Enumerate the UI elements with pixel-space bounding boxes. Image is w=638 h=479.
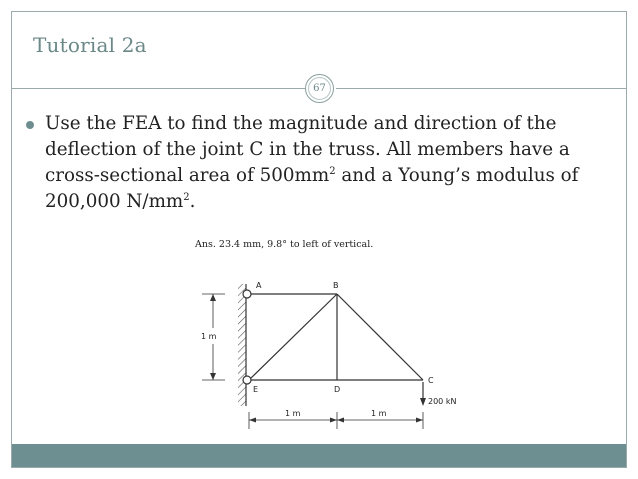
bullet-text-part1: Use the FEA to find the magnitude and direction of the deflection of the joint C in the truss. All members have a cross-sectional area of 500mm [45, 113, 570, 186]
superscript-area: 2 [329, 165, 336, 177]
page-number: 67 [308, 77, 331, 100]
span-label-left: 1 m [285, 409, 301, 418]
span-arrow-right [416, 418, 423, 423]
answer-text: Ans. 23.4 mm, 9.8° to left of vertical. [195, 239, 374, 250]
node-label-d: D [334, 385, 341, 394]
dim-arrow-down [210, 373, 216, 380]
member-eb [249, 294, 337, 380]
height-dimension-label: 1 m [201, 332, 217, 341]
bullet-text [45, 111, 605, 215]
wall-hatch [238, 284, 246, 406]
member-bc [337, 294, 423, 380]
span-label-right: 1 m [371, 409, 387, 418]
truss-diagram [167, 232, 476, 439]
load-arrow-icon [420, 398, 426, 406]
node-label-a: A [256, 281, 262, 290]
superscript-unit: 2 [183, 191, 190, 203]
bullet-text-end: . [189, 191, 196, 212]
title-divider-left [12, 88, 306, 89]
span-arrow-mid-right [337, 418, 344, 423]
page-number-badge [305, 74, 334, 103]
bullet-text-part2: and a Young’s modulus of 200,000 N/mm [45, 165, 579, 212]
pin-e [243, 376, 251, 384]
node-label-b: B [333, 281, 339, 290]
pin-a [243, 290, 251, 298]
truss-figure [167, 232, 476, 439]
title-divider-right [336, 88, 626, 89]
dim-arrow-up [210, 294, 216, 301]
node-label-c: C [428, 376, 434, 385]
span-arrow-mid-left [330, 418, 337, 423]
load-label: 200 kN [428, 397, 457, 406]
node-label-e: E [253, 385, 259, 394]
footer-band [12, 444, 626, 467]
slide-title: Tutorial 2a [33, 33, 147, 57]
span-arrow-left [249, 418, 256, 423]
bullet-icon [26, 121, 34, 129]
